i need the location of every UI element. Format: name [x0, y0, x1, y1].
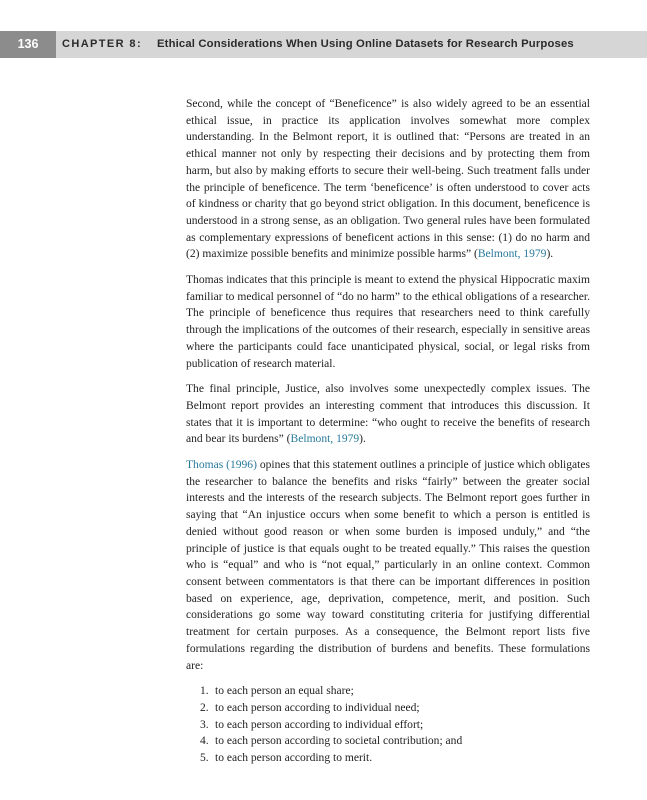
list-text: to each person according to societal contribution; and [215, 735, 463, 748]
paragraph-thomas [186, 457, 590, 674]
paragraph-end: ). [359, 433, 366, 446]
list-item [186, 683, 590, 700]
list-text: to each person according to individual need; [215, 701, 420, 714]
list-number: 4. [200, 735, 209, 748]
list-item [186, 700, 590, 717]
paragraph-text: Thomas indicates that this principle is meant to extend the physical Hippocratic maxim familiar to medical personnel of “do no harm” to the ethical obligations of a researcher. The principle of beneficence thus requires that researchers need to think carefully through the implications of the outcomes of their research, especially in sensitive areas where the participants could face unanticipated physical, social, or legal risks from publication of research material. [186, 274, 590, 370]
list-text: to each person an equal share; [215, 685, 354, 698]
list-text: to each person according to individual effort; [215, 718, 424, 731]
list-item [186, 717, 590, 734]
paragraph-beneficence [186, 96, 590, 263]
list-item [186, 733, 590, 750]
list-number: 3. [200, 718, 209, 731]
chapter-title: Ethical Considerations When Using Online Datasets for Research Purposes [157, 38, 574, 50]
paragraph-text: Second, while the concept of “Beneficence” is also widely agreed to be an essential ethical issue, in practice its application involves somewhat more complex understanding. In the Belmont report, it is outlined that: “Persons are treated in an ethical manner not only by respecting their decisions and by protecting them from harm, but also by making efforts to secure their well-being. Such treatment falls under the principle of beneficence. The term ‘beneficence’ is often understood to cover acts of kindness or charity that go beyond strict obligation. In this document, beneficence is understood in a strong sense, as an obligation. Two general rules have been formulated as complementary expressions of beneficent actions in this sense: (1) do no harm and (2) maximize possible benefits and minimize possible harms” ( [186, 98, 590, 261]
citation-link[interactable]: Belmont, 1979 [477, 248, 547, 261]
list-text: to each person according to merit. [215, 752, 373, 765]
chapter-label: CHAPTER 8: [62, 38, 143, 50]
formulations-list [186, 683, 590, 767]
paragraph-hippocratic [186, 272, 590, 372]
list-item [186, 750, 590, 767]
paragraph-justice [186, 381, 590, 448]
citation-link[interactable]: Thomas (1996) [186, 459, 257, 472]
paragraph-end: ). [546, 248, 554, 261]
list-number: 1. [200, 685, 209, 698]
page-number: 136 [0, 31, 56, 58]
paragraph-text: opines that this statement outlines a principle of justice which obligates the researcher to balance the benefits and risks “fairly” between the greater social interests and the interests of the research subjects. The Belmont report goes further in saying that “An injustice occurs when some benefit to which a person is entitled is denied without good reason or when some burden is imposed unduly,” and “the principle of justice is that equals ought to be treated equally.” This raises the question who is “equal” and who is “not equal,” particularly in an online context. Common consent between commentators is that there can be important differences in position based on experience, age, deprivation, competence, merit, and position. Such considerations go some way toward constituting criteria for justifying differential treatment for certain purposes. As a consequence, the Belmont report lists five formulations regarding the distribution of burdens and benefits. These formulations are: [186, 459, 590, 672]
list-number: 2. [200, 701, 209, 714]
running-header [0, 31, 647, 58]
paragraph-text: The final principle, Justice, also involves some unexpectedly complex issues. The Belmont report provides an interesting comment that introduces this discussion. It states that it is important to determine: “who ought to receive the benefits of research and bear its burdens” ( [186, 383, 590, 446]
body-text [186, 96, 590, 767]
list-number: 5. [200, 752, 209, 765]
citation-link[interactable]: Belmont, 1979 [290, 433, 360, 446]
